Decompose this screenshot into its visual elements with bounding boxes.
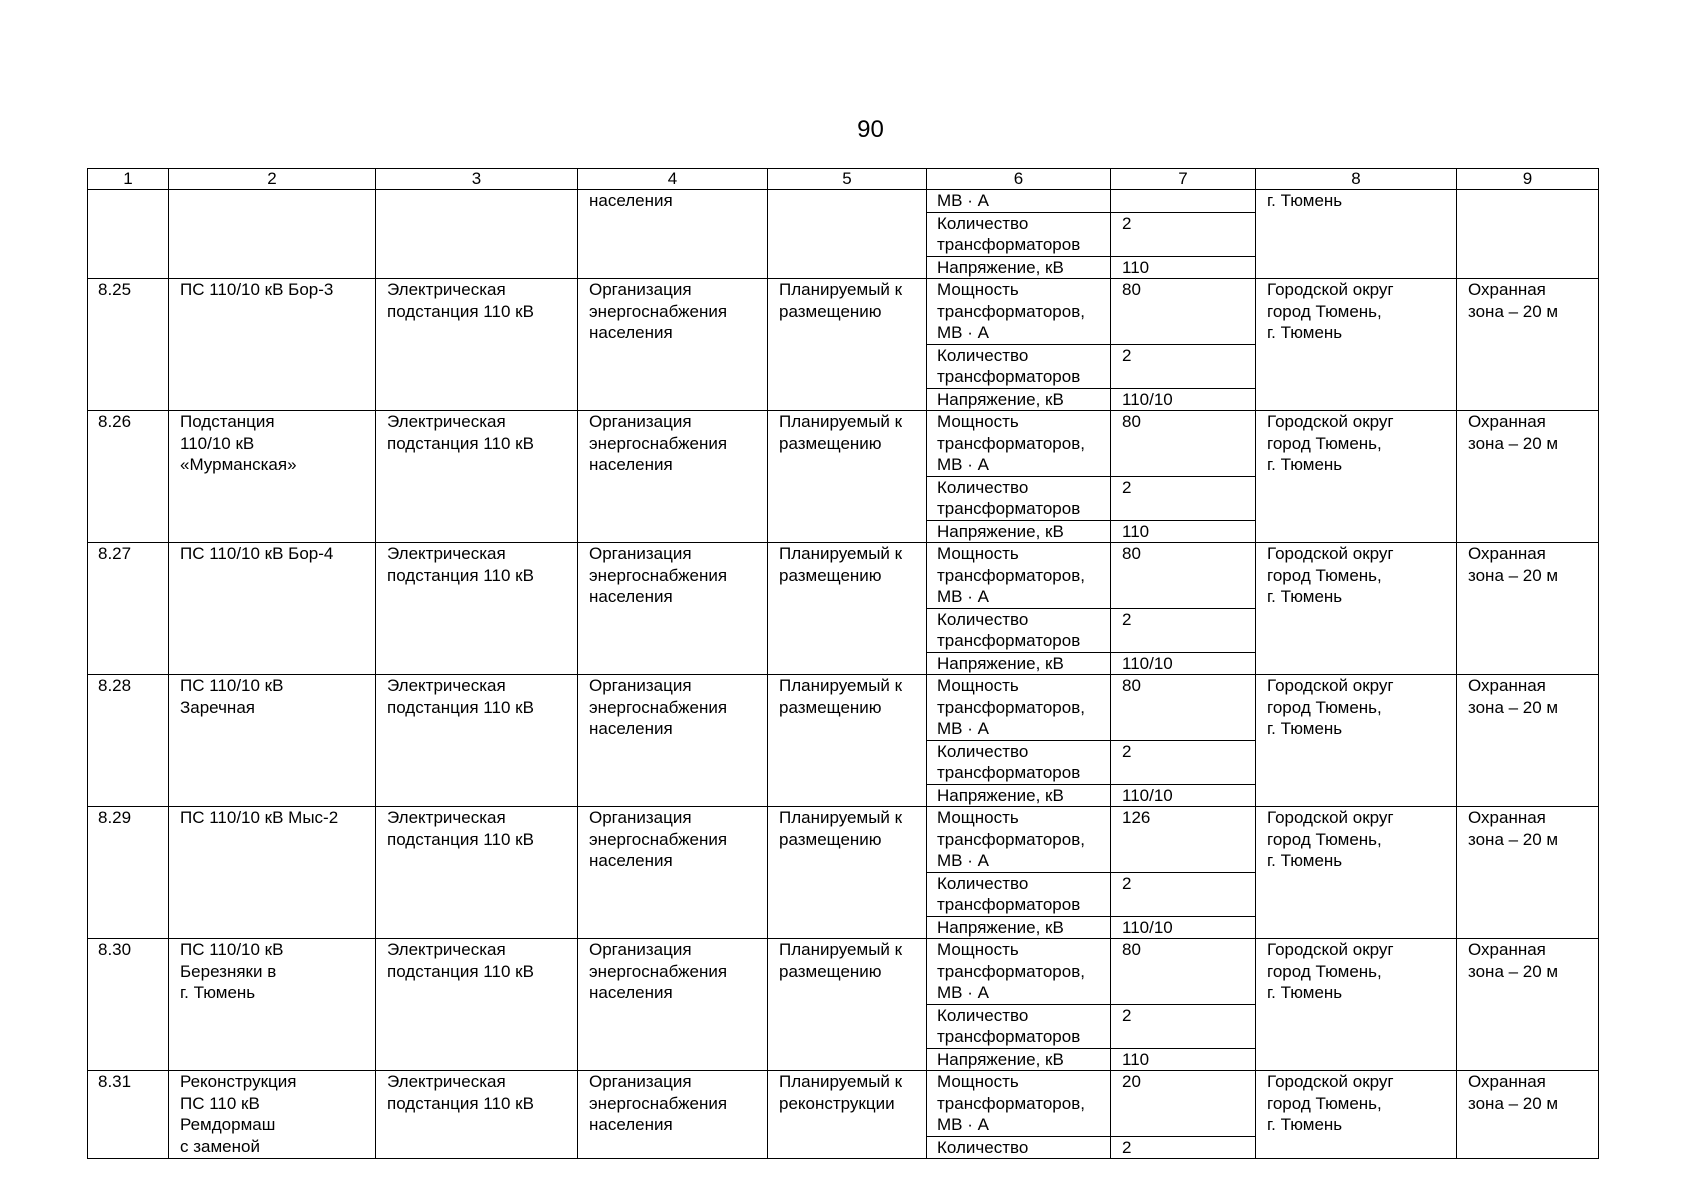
object-type-cell: Электрическая подстанция 110 кВ bbox=[376, 939, 578, 1071]
param-label-cell: Количество трансформаторов bbox=[927, 740, 1111, 784]
param-value-cell: 110/10 bbox=[1111, 388, 1256, 411]
object-type-cell: Электрическая подстанция 110 кВ bbox=[376, 675, 578, 807]
object-type-cell: Электрическая подстанция 110 кВ bbox=[376, 543, 578, 675]
column-number-cell: 2 bbox=[169, 169, 376, 190]
column-number-cell: 5 bbox=[768, 169, 927, 190]
param-value-cell: 80 bbox=[1111, 543, 1256, 609]
param-value-cell: 2 bbox=[1111, 872, 1256, 916]
zone-cell: Охранная зона – 20 м bbox=[1457, 1071, 1599, 1159]
table-body bbox=[88, 169, 1599, 1159]
param-value-cell: 2 bbox=[1111, 608, 1256, 652]
status-cell: Планируемый к размещению bbox=[768, 543, 927, 675]
param-label-cell: Мощность трансформаторов, МВ · А bbox=[927, 411, 1111, 477]
param-label-cell: Количество трансформаторов bbox=[927, 1004, 1111, 1048]
param-label-cell: Мощность трансформаторов, МВ · А bbox=[927, 279, 1111, 345]
location-cell: Городской округ город Тюмень, г. Тюмень bbox=[1256, 675, 1457, 807]
purpose-cell: Организация энергоснабжения населения bbox=[578, 807, 768, 939]
param-value-cell: 80 bbox=[1111, 411, 1256, 477]
param-label-cell: Мощность трансформаторов, МВ · А bbox=[927, 543, 1111, 609]
object-name-cell: ПС 110/10 кВ Заречная bbox=[169, 675, 376, 807]
column-number-cell: 1 bbox=[88, 169, 169, 190]
table-row bbox=[88, 543, 1599, 609]
location-cell: Городской округ город Тюмень, г. Тюмень bbox=[1256, 411, 1457, 543]
column-number-cell: 8 bbox=[1256, 169, 1457, 190]
status-cell bbox=[768, 190, 927, 279]
status-cell: Планируемый к размещению bbox=[768, 411, 927, 543]
param-value-cell: 110/10 bbox=[1111, 784, 1256, 807]
param-label-cell: Количество трансформаторов bbox=[927, 476, 1111, 520]
substations-table bbox=[87, 168, 1599, 1159]
param-label-cell: Напряжение, кВ bbox=[927, 652, 1111, 675]
purpose-cell: Организация энергоснабжения населения bbox=[578, 675, 768, 807]
column-number-row bbox=[88, 169, 1599, 190]
row-number-cell: 8.29 bbox=[88, 807, 169, 939]
zone-cell: Охранная зона – 20 м bbox=[1457, 411, 1599, 543]
param-label-cell: Напряжение, кВ bbox=[927, 1048, 1111, 1071]
zone-cell bbox=[1457, 190, 1599, 279]
param-label-cell: Напряжение, кВ bbox=[927, 784, 1111, 807]
param-label-cell: Количество трансформаторов bbox=[927, 872, 1111, 916]
param-label-cell: Напряжение, кВ bbox=[927, 916, 1111, 939]
object-type-cell: Электрическая подстанция 110 кВ bbox=[376, 807, 578, 939]
param-label-cell: Мощность трансформаторов, МВ · А bbox=[927, 807, 1111, 873]
param-value-cell: 80 bbox=[1111, 279, 1256, 345]
param-value-cell: 110/10 bbox=[1111, 916, 1256, 939]
param-label-cell: Напряжение, кВ bbox=[927, 388, 1111, 411]
object-name-cell: ПС 110/10 кВ Бор-3 bbox=[169, 279, 376, 411]
param-label-cell: Мощность трансформаторов, МВ · А bbox=[927, 1071, 1111, 1137]
row-number-cell: 8.28 bbox=[88, 675, 169, 807]
table-row bbox=[88, 939, 1599, 1005]
param-value-cell: 110 bbox=[1111, 1048, 1256, 1071]
table-row bbox=[88, 807, 1599, 873]
row-number-cell bbox=[88, 190, 169, 279]
object-name-cell bbox=[169, 190, 376, 279]
row-number-cell: 8.27 bbox=[88, 543, 169, 675]
param-value-cell: 126 bbox=[1111, 807, 1256, 873]
param-label-cell: Количество bbox=[927, 1136, 1111, 1159]
zone-cell: Охранная зона – 20 м bbox=[1457, 675, 1599, 807]
param-label-cell: Количество трансформаторов bbox=[927, 608, 1111, 652]
zone-cell: Охранная зона – 20 м bbox=[1457, 279, 1599, 411]
param-value-cell: 2 bbox=[1111, 344, 1256, 388]
object-name-cell: Реконструкция ПС 110 кВ Ремдормаш с заменой bbox=[169, 1071, 376, 1159]
param-label-cell: Напряжение, кВ bbox=[927, 520, 1111, 543]
param-value-cell: 110/10 bbox=[1111, 652, 1256, 675]
param-label-cell: МВ · А bbox=[927, 190, 1111, 213]
location-cell: Городской округ город Тюмень, г. Тюмень bbox=[1256, 543, 1457, 675]
param-value-cell: 80 bbox=[1111, 675, 1256, 741]
status-cell: Планируемый к размещению bbox=[768, 807, 927, 939]
param-label-cell: Мощность трансформаторов, МВ · А bbox=[927, 939, 1111, 1005]
row-number-cell: 8.30 bbox=[88, 939, 169, 1071]
purpose-cell: Организация энергоснабжения населения bbox=[578, 279, 768, 411]
status-cell: Планируемый к размещению bbox=[768, 939, 927, 1071]
param-value-cell: 2 bbox=[1111, 740, 1256, 784]
object-type-cell: Электрическая подстанция 110 кВ bbox=[376, 411, 578, 543]
param-value-cell bbox=[1111, 190, 1256, 213]
param-value-cell: 110 bbox=[1111, 520, 1256, 543]
table-row bbox=[88, 675, 1599, 741]
param-value-cell: 20 bbox=[1111, 1071, 1256, 1137]
param-value-cell: 80 bbox=[1111, 939, 1256, 1005]
object-type-cell bbox=[376, 190, 578, 279]
zone-cell: Охранная зона – 20 м bbox=[1457, 939, 1599, 1071]
page-number: 90 bbox=[857, 116, 884, 143]
table-row bbox=[88, 411, 1599, 477]
status-cell: Планируемый к реконструкции bbox=[768, 1071, 927, 1159]
object-name-cell: ПС 110/10 кВ Березняки в г. Тюмень bbox=[169, 939, 376, 1071]
table-row bbox=[88, 1071, 1599, 1137]
purpose-cell: населения bbox=[578, 190, 768, 279]
location-cell: Городской округ город Тюмень, г. Тюмень bbox=[1256, 1071, 1457, 1159]
status-cell: Планируемый к размещению bbox=[768, 279, 927, 411]
location-cell: Городской округ город Тюмень, г. Тюмень bbox=[1256, 807, 1457, 939]
param-label-cell: Количество трансформаторов bbox=[927, 344, 1111, 388]
column-number-cell: 7 bbox=[1111, 169, 1256, 190]
param-value-cell: 2 bbox=[1111, 476, 1256, 520]
zone-cell: Охранная зона – 20 м bbox=[1457, 807, 1599, 939]
table-row bbox=[88, 279, 1599, 345]
location-cell: Городской округ город Тюмень, г. Тюмень bbox=[1256, 939, 1457, 1071]
param-label-cell: Количество трансформаторов bbox=[927, 212, 1111, 256]
object-type-cell: Электрическая подстанция 110 кВ bbox=[376, 279, 578, 411]
param-value-cell: 2 bbox=[1111, 212, 1256, 256]
object-name-cell: ПС 110/10 кВ Бор-4 bbox=[169, 543, 376, 675]
param-value-cell: 2 bbox=[1111, 1136, 1256, 1159]
param-value-cell: 2 bbox=[1111, 1004, 1256, 1048]
purpose-cell: Организация энергоснабжения населения bbox=[578, 939, 768, 1071]
object-type-cell: Электрическая подстанция 110 кВ bbox=[376, 1071, 578, 1159]
purpose-cell: Организация энергоснабжения населения bbox=[578, 1071, 768, 1159]
table-row bbox=[88, 190, 1599, 213]
column-number-cell: 4 bbox=[578, 169, 768, 190]
column-number-cell: 9 bbox=[1457, 169, 1599, 190]
param-label-cell: Мощность трансформаторов, МВ · А bbox=[927, 675, 1111, 741]
column-number-cell: 6 bbox=[927, 169, 1111, 190]
status-cell: Планируемый к размещению bbox=[768, 675, 927, 807]
location-cell: Городской округ город Тюмень, г. Тюмень bbox=[1256, 279, 1457, 411]
location-cell: г. Тюмень bbox=[1256, 190, 1457, 279]
row-number-cell: 8.25 bbox=[88, 279, 169, 411]
zone-cell: Охранная зона – 20 м bbox=[1457, 543, 1599, 675]
object-name-cell: Подстанция 110/10 кВ «Мурманская» bbox=[169, 411, 376, 543]
purpose-cell: Организация энергоснабжения населения bbox=[578, 543, 768, 675]
row-number-cell: 8.26 bbox=[88, 411, 169, 543]
param-value-cell: 110 bbox=[1111, 256, 1256, 279]
object-name-cell: ПС 110/10 кВ Мыс-2 bbox=[169, 807, 376, 939]
column-number-cell: 3 bbox=[376, 169, 578, 190]
param-label-cell: Напряжение, кВ bbox=[927, 256, 1111, 279]
row-number-cell: 8.31 bbox=[88, 1071, 169, 1159]
purpose-cell: Организация энергоснабжения населения bbox=[578, 411, 768, 543]
